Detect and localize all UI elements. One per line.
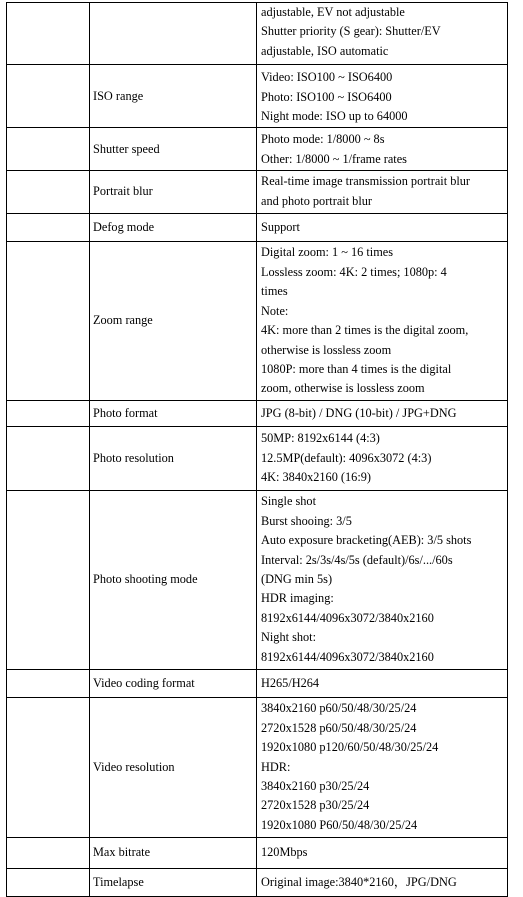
spec-row	[7, 698, 508, 838]
spec-value-line: Original image:3840*2160，JPG/DNG	[261, 874, 457, 889]
spec-label: Photo resolution	[90, 427, 257, 491]
spec-value-line: adjustable, EV not adjustable	[261, 5, 405, 19]
spec-label: Max bitrate	[90, 838, 257, 868]
spec-row	[7, 65, 508, 128]
spec-value	[257, 214, 508, 242]
spec-value-line: Photo: ISO100 ~ ISO6400	[261, 89, 392, 104]
spec-value	[257, 3, 508, 65]
spec-value-line: Digital zoom: 1 ~ 16 times	[261, 245, 393, 260]
spec-value-line: Video: ISO100 ~ ISO6400	[261, 70, 393, 85]
spec-label: Shutter speed	[90, 128, 257, 171]
spec-value-line: 120Mbps	[261, 845, 308, 860]
spec-row	[7, 491, 508, 670]
spec-value	[257, 128, 508, 171]
spec-blank-cell	[7, 3, 90, 65]
spec-value-line: Interval: 2s/3s/4s/5s (default)/6s/.../60s	[261, 552, 453, 567]
spec-value-line: Lossless zoom: 4K: 2 times; 1080p: 4	[261, 264, 447, 279]
spec-row	[7, 128, 508, 171]
spec-row	[7, 427, 508, 491]
spec-value-line: Real-time image transmission portrait blur	[261, 174, 470, 189]
spec-value	[257, 242, 508, 400]
spec-value-line: otherwise is lossless zoom	[261, 342, 392, 357]
spec-value	[257, 65, 508, 128]
spec-value-line: (DNG min 5s)	[261, 571, 333, 586]
spec-label: Video coding format	[90, 670, 257, 698]
spec-blank-cell	[7, 698, 90, 838]
spec-value-line: JPG (8-bit) / DNG (10-bit) / JPG+DNG	[261, 405, 457, 420]
spec-value-line: 2720x1528 p60/50/48/30/25/24	[261, 720, 417, 735]
spec-label: Video resolution	[90, 698, 257, 838]
spec-value-line: Shutter priority (S gear): Shutter/EV	[261, 24, 441, 39]
spec-value-line: Other: 1/8000 ~ 1/frame rates	[261, 151, 407, 166]
spec-value-line: Note:	[261, 303, 289, 318]
spec-value-line: HDR:	[261, 759, 291, 774]
spec-blank-cell	[7, 868, 90, 896]
spec-value	[257, 491, 508, 670]
spec-value-line: 3840x2160 p60/50/48/30/25/24	[261, 701, 417, 716]
spec-row	[7, 400, 508, 426]
spec-blank-cell	[7, 242, 90, 400]
spec-value	[257, 171, 508, 214]
spec-label: Portrait blur	[90, 171, 257, 214]
spec-blank-cell	[7, 65, 90, 128]
spec-value-line: H265/H264	[261, 676, 320, 690]
spec-value	[257, 427, 508, 491]
spec-value-line: times	[261, 284, 288, 299]
spec-value-line: 2720x1528 p30/25/24	[261, 798, 370, 813]
spec-value-line: Single shot	[261, 494, 316, 509]
spec-value-line: 4K: 3840x2160 (16:9)	[261, 469, 371, 484]
spec-value-line: Burst shooing: 3/5	[261, 513, 352, 528]
spec-row	[7, 868, 508, 896]
spec-value-line: 4K: more than 2 times is the digital zoom,	[261, 323, 469, 338]
spec-value-line: adjustable, ISO automatic	[261, 43, 389, 58]
spec-label	[90, 3, 257, 65]
spec-value-line: 8192x6144/4096x3072/3840x2160	[261, 610, 434, 625]
spec-label: Defog mode	[90, 214, 257, 242]
spec-label: Photo format	[90, 400, 257, 426]
spec-value-line: Photo mode: 1/8000 ~ 8s	[261, 132, 385, 147]
spec-table-body	[7, 3, 508, 897]
spec-label: Timelapse	[90, 868, 257, 896]
spec-value-line: 1920x1080 P60/50/48/30/25/24	[261, 817, 418, 832]
spec-blank-cell	[7, 400, 90, 426]
spec-value-line: 50MP: 8192x6144 (4:3)	[261, 431, 380, 446]
spec-value-line: Night mode: ISO up to 64000	[261, 109, 408, 124]
spec-value	[257, 868, 508, 896]
spec-row	[7, 670, 508, 698]
spec-row	[7, 242, 508, 400]
spec-row	[7, 214, 508, 242]
spec-blank-cell	[7, 491, 90, 670]
spec-value-line: Support	[261, 220, 300, 235]
spec-value-line: 1080P: more than 4 times is the digital	[261, 361, 452, 376]
spec-row	[7, 171, 508, 214]
spec-blank-cell	[7, 171, 90, 214]
spec-value	[257, 698, 508, 838]
spec-value	[257, 670, 508, 698]
spec-value-line: and photo portrait blur	[261, 193, 372, 208]
spec-value-line: 3840x2160 p30/25/24	[261, 779, 370, 794]
spec-label: Zoom range	[90, 242, 257, 400]
spec-label: Photo shooting mode	[90, 491, 257, 670]
spec-table	[6, 2, 508, 897]
spec-label: ISO range	[90, 65, 257, 128]
spec-value-line: 12.5MP(default): 4096x3072 (4:3)	[261, 450, 432, 465]
spec-blank-cell	[7, 128, 90, 171]
spec-value-line: Night shot:	[261, 630, 316, 645]
spec-value	[257, 400, 508, 426]
spec-value-line: 1920x1080 p120/60/50/48/30/25/24	[261, 740, 439, 755]
spec-blank-cell	[7, 670, 90, 698]
spec-value-line: zoom, otherwise is lossless zoom	[261, 381, 425, 396]
spec-blank-cell	[7, 427, 90, 491]
spec-value-line: HDR imaging:	[261, 591, 334, 606]
spec-blank-cell	[7, 214, 90, 242]
spec-value-line: 8192x6144/4096x3072/3840x2160	[261, 649, 434, 664]
spec-row	[7, 3, 508, 65]
spec-value-line: Auto exposure bracketing(AEB): 3/5 shots	[261, 533, 472, 548]
